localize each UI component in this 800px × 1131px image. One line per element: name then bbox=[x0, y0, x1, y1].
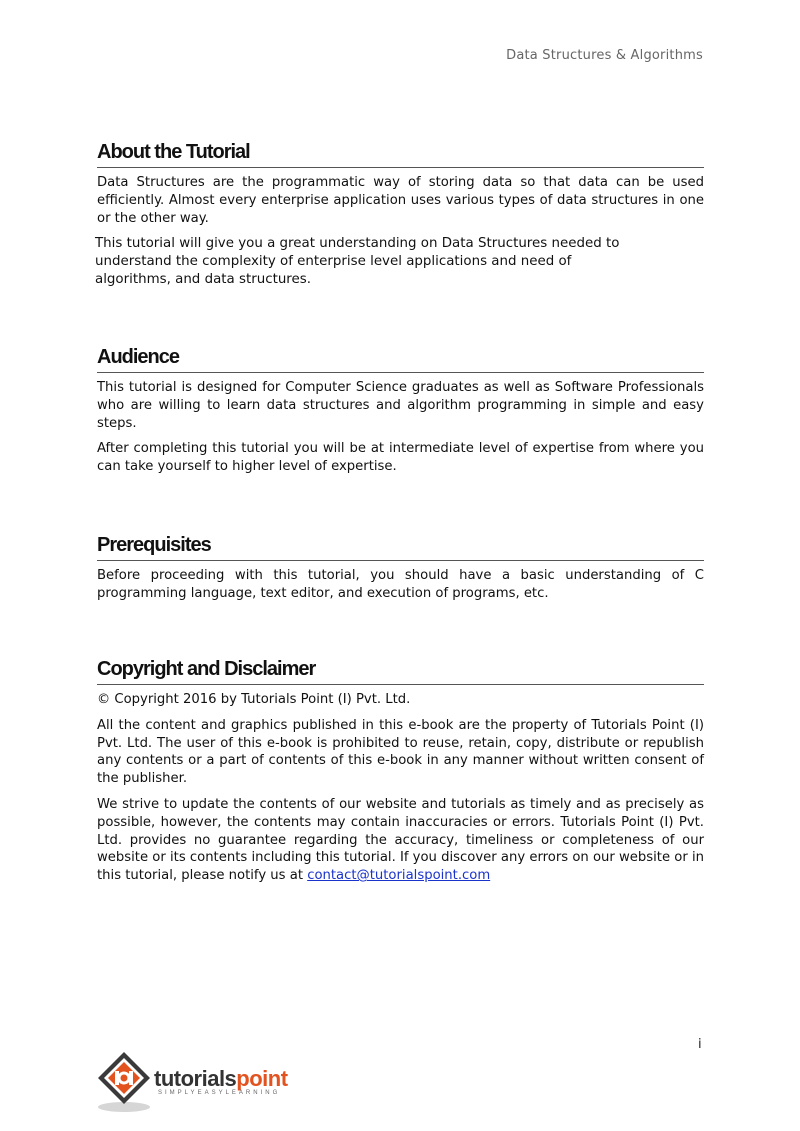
logo-tagline: SIMPLYEASYLEARNING bbox=[158, 1090, 281, 1096]
paragraph: All the content and graphics published in this e-book are the property of Tutorials Point (I) Pvt. Ltd. The user of this e-book is prohibited to reuse, retain, copy, distribute or republish any contents or a part of contents of this e-book in any manner without written consent of the publisher. bbox=[97, 717, 704, 787]
page-number: i bbox=[698, 1037, 702, 1052]
section-copyright bbox=[97, 657, 704, 885]
section-heading: Prerequisites bbox=[97, 533, 704, 561]
email-link[interactable]: contact@tutorialspoint.com bbox=[307, 868, 491, 884]
section-heading: Audience bbox=[97, 345, 704, 373]
running-header: Data Structures & Algorithms bbox=[506, 48, 703, 63]
logo-wordmark: tutorialspoint bbox=[154, 1066, 288, 1091]
paragraph: Data Structures are the programmatic way of storing data so that data can be used efficiently. Almost every enterprise application uses various types of data structures in one or the other way. bbox=[97, 175, 704, 226]
section-audience bbox=[97, 345, 704, 476]
section-prerequisites bbox=[97, 533, 704, 603]
paragraph bbox=[97, 796, 704, 885]
section-about bbox=[97, 140, 704, 289]
copyright-line: © Copyright 2016 by Tutorials Point (I) Pvt. Ltd. bbox=[97, 692, 411, 707]
paragraph: This tutorial is designed for Computer Science graduates as well as Software Professionals who are willing to learn data structures and algorithm programming in simple and easy steps. bbox=[97, 380, 704, 431]
paragraph: This tutorial will give you a great understanding on Data Structures needed to understand the complexity of enterprise level applications and need of algorithms, and data structures. bbox=[95, 236, 620, 287]
paragraph: Before proceeding with this tutorial, you should have a basic understanding of C programming language, text editor, and execution of programs, etc. bbox=[97, 568, 704, 601]
paragraph-text: We strive to update the contents of our website and tutorials as timely and as precisely as possible, however, the contents may contain inaccuracies or errors. Tutorials Point (I) Pvt. Ltd. provides no guarantee regarding the accuracy, timeliness or completeness of our website or its contents including this tutorial. If you discover any errors on our website or in this tutorial, please notify us at bbox=[97, 796, 704, 884]
section-heading: About the Tutorial bbox=[97, 140, 704, 168]
logo-emblem-icon bbox=[96, 1050, 160, 1114]
section-heading: Copyright and Disclaimer bbox=[97, 657, 704, 685]
tutorialspoint-logo bbox=[96, 1050, 316, 1114]
paragraph: After completing this tutorial you will be at intermediate level of expertise from where you can take yourself to higher level of expertise. bbox=[97, 441, 704, 475]
